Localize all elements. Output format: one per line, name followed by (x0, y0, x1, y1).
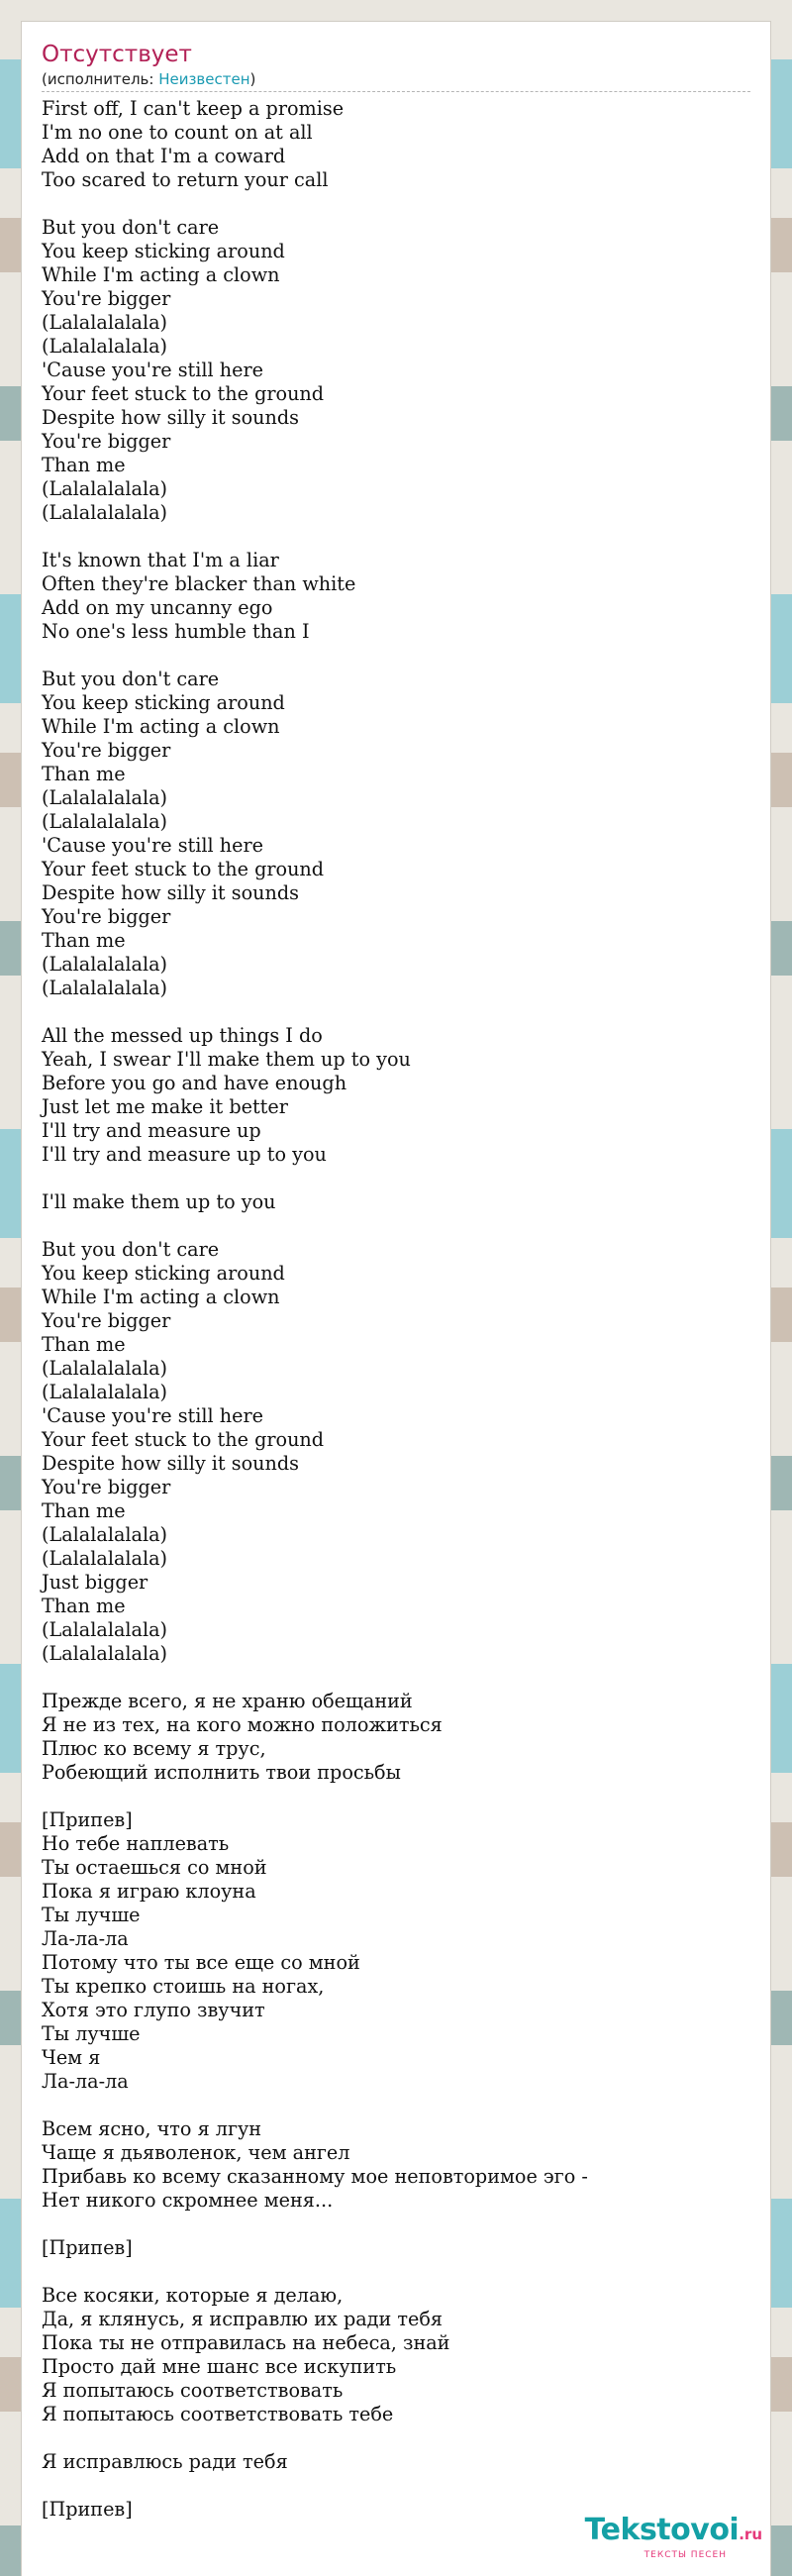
lyric-line: You keep sticking around (42, 691, 285, 714)
lyric-line: Я не из тех, на кого можно положиться (42, 1713, 443, 1736)
blank-line (42, 2094, 750, 2117)
lyric-line: Все косяки, которые я делаю, (42, 2284, 344, 2307)
lyric-line: Я попытаюсь соответствовать (42, 2379, 344, 2402)
lyric-line: Ты лучше (42, 2022, 141, 2045)
lyric-line: Ты лучше (42, 1904, 141, 1926)
lyric-line: Нет никого скромнее меня... (42, 2189, 334, 2212)
artist-line (42, 69, 750, 89)
lyric-line: Despite how silly it sounds (42, 881, 299, 904)
lyric-line: Прежде всего, я не храню обещаний (42, 1690, 413, 1712)
lyric-line: But you don't care (42, 216, 220, 239)
lyric-line: (Lalalalalala) (42, 1381, 168, 1403)
logo-main-text: Tekstovoi (584, 2513, 740, 2547)
lyric-line: 'Cause you're still here (42, 1404, 264, 1427)
lyric-line: Ла-ла-ла (42, 2070, 129, 2093)
lyric-line: While I'm acting a clown (42, 1286, 280, 1308)
lyric-line: I'm no one to count on at all (42, 121, 313, 144)
lyric-line: Your feet stuck to the ground (42, 858, 325, 880)
lyric-line: Я исправлюсь ради тебя (42, 2450, 288, 2473)
lyric-line: I'll make them up to you (42, 1190, 276, 1213)
lyric-line: You're bigger (42, 287, 171, 310)
lyric-line: Just bigger (42, 1571, 148, 1594)
lyric-line: (Lalalalalala) (42, 1547, 168, 1570)
lyric-line: But you don't care (42, 1238, 220, 1261)
blank-line (42, 2260, 750, 2284)
logo-tld: .ru (739, 2525, 762, 2543)
lyric-line: Ла-ла-ла (42, 1927, 129, 1950)
blank-line (42, 1000, 750, 1024)
lyric-line: 'Cause you're still here (42, 834, 264, 857)
lyric-line: (Lalalalalala) (42, 477, 168, 500)
lyric-line: Just let me make it better (42, 1095, 288, 1118)
lyric-line: Add on that I'm a coward (42, 145, 286, 167)
lyric-line: While I'm acting a clown (42, 263, 280, 286)
lyric-line: Than me (42, 1333, 126, 1356)
lyric-line: Прибавь ко всему сказанному мое неповторимое эго - (42, 2165, 588, 2188)
lyric-line: Потому что ты все еще со мной (42, 1951, 360, 1974)
lyric-line: Чем я (42, 2046, 101, 2069)
lyric-line: Add on my uncanny ego (42, 596, 273, 619)
lyric-line: Than me (42, 763, 126, 785)
lyric-line: Хотя это глупо звучит (42, 1999, 265, 2021)
blank-line (42, 525, 750, 549)
lyric-line: You keep sticking around (42, 240, 285, 262)
lyric-line: You're bigger (42, 1476, 171, 1498)
blank-line (42, 1167, 750, 1190)
lyric-line: Yeah, I swear I'll make them up to you (42, 1048, 411, 1071)
song-header (42, 40, 750, 92)
lyric-line: (Lalalalalala) (42, 1357, 168, 1380)
lyric-line: (Lalalalalala) (42, 1618, 168, 1641)
blank-line (42, 1666, 750, 1690)
lyric-line: Despite how silly it sounds (42, 406, 299, 429)
lyric-line: Ты крепко стоишь на ногах, (42, 1975, 325, 1998)
blank-line (42, 2426, 750, 2450)
lyric-line: You're bigger (42, 739, 171, 762)
lyric-line: Пока я играю клоуна (42, 1880, 256, 1903)
lyric-line: No one's less humble than I (42, 620, 310, 643)
lyric-line: [Припев] (42, 1808, 133, 1831)
lyric-line: Но тебе наплевать (42, 1832, 230, 1855)
artist-suffix: ) (249, 70, 256, 88)
blank-line (42, 644, 750, 668)
lyric-line: [Припев] (42, 2498, 133, 2521)
blank-line (42, 192, 750, 216)
lyric-line: Робеющий исполнить твои просьбы (42, 1761, 401, 1784)
lyric-line: Before you go and have enough (42, 1072, 347, 1094)
lyric-line: Than me (42, 929, 126, 952)
lyric-line: (Lalalalalala) (42, 335, 168, 358)
lyric-line: (Lalalalalala) (42, 977, 168, 999)
lyric-line: Than me (42, 1595, 126, 1617)
logo-subtitle: ТЕКСТЫ ПЕСЕН (644, 2550, 727, 2560)
lyric-line: But you don't care (42, 668, 220, 690)
lyric-line: All the messed up things I do (42, 1024, 323, 1047)
logo-wordmark (585, 2515, 762, 2550)
lyric-line: Your feet stuck to the ground (42, 1428, 325, 1451)
lyric-line: I'll try and measure up to you (42, 1143, 327, 1166)
artist-prefix: (исполнитель: (42, 70, 159, 88)
lyric-line: Пока ты не отправилась на небеса, знай (42, 2331, 450, 2354)
lyrics-text (42, 97, 750, 2522)
lyric-line: It's known that I'm a liar (42, 549, 279, 571)
lyric-line: [Припев] (42, 2236, 133, 2259)
lyric-line: Than me (42, 454, 126, 476)
blank-line (42, 2213, 750, 2236)
lyric-line: Я попытаюсь соответствовать тебе (42, 2403, 394, 2425)
lyric-line: Чаще я дьяволенок, чем ангел (42, 2141, 350, 2164)
lyric-line: Your feet stuck to the ground (42, 382, 325, 405)
blank-line (42, 1785, 750, 1808)
lyric-line: I'll try and measure up (42, 1119, 261, 1142)
lyric-line: Плюс ко всему я трус, (42, 1737, 266, 1760)
lyric-line: (Lalalalalala) (42, 501, 168, 524)
lyric-line: Просто дай мне шанс все искупить (42, 2355, 397, 2378)
lyric-line: You keep sticking around (42, 1262, 285, 1285)
lyric-line: (Lalalalalala) (42, 953, 168, 976)
lyric-line: (Lalalalalala) (42, 1642, 168, 1665)
lyric-line: You're bigger (42, 905, 171, 928)
lyric-line: (Lalalalalala) (42, 1523, 168, 1546)
lyric-line: (Lalalalalala) (42, 810, 168, 833)
lyric-line: (Lalalalalala) (42, 786, 168, 809)
lyric-line: Often they're blacker than white (42, 572, 356, 595)
lyric-line: 'Cause you're still here (42, 359, 264, 381)
site-logo[interactable] (585, 2515, 762, 2560)
lyrics-card (22, 22, 770, 2576)
lyric-line: (Lalalalalala) (42, 311, 168, 334)
lyric-line: You're bigger (42, 430, 171, 453)
lyric-line: Too scared to return your call (42, 168, 329, 191)
lyric-line: While I'm acting a clown (42, 715, 280, 738)
song-title: Отсутствует (42, 42, 192, 67)
blank-line (42, 2474, 750, 2498)
lyric-line: Всем ясно, что я лгун (42, 2117, 262, 2140)
lyric-line: Despite how silly it sounds (42, 1452, 299, 1475)
lyric-line: You're bigger (42, 1309, 171, 1332)
artist-link[interactable]: Неизвестен (158, 70, 250, 88)
blank-line (42, 1214, 750, 1238)
lyric-line: Ты остаешься со мной (42, 1856, 267, 1879)
lyric-line: First off, I can't keep a promise (42, 97, 345, 120)
lyric-line: Than me (42, 1499, 126, 1522)
lyric-line: Да, я клянусь, я исправлю их ради тебя (42, 2308, 443, 2330)
